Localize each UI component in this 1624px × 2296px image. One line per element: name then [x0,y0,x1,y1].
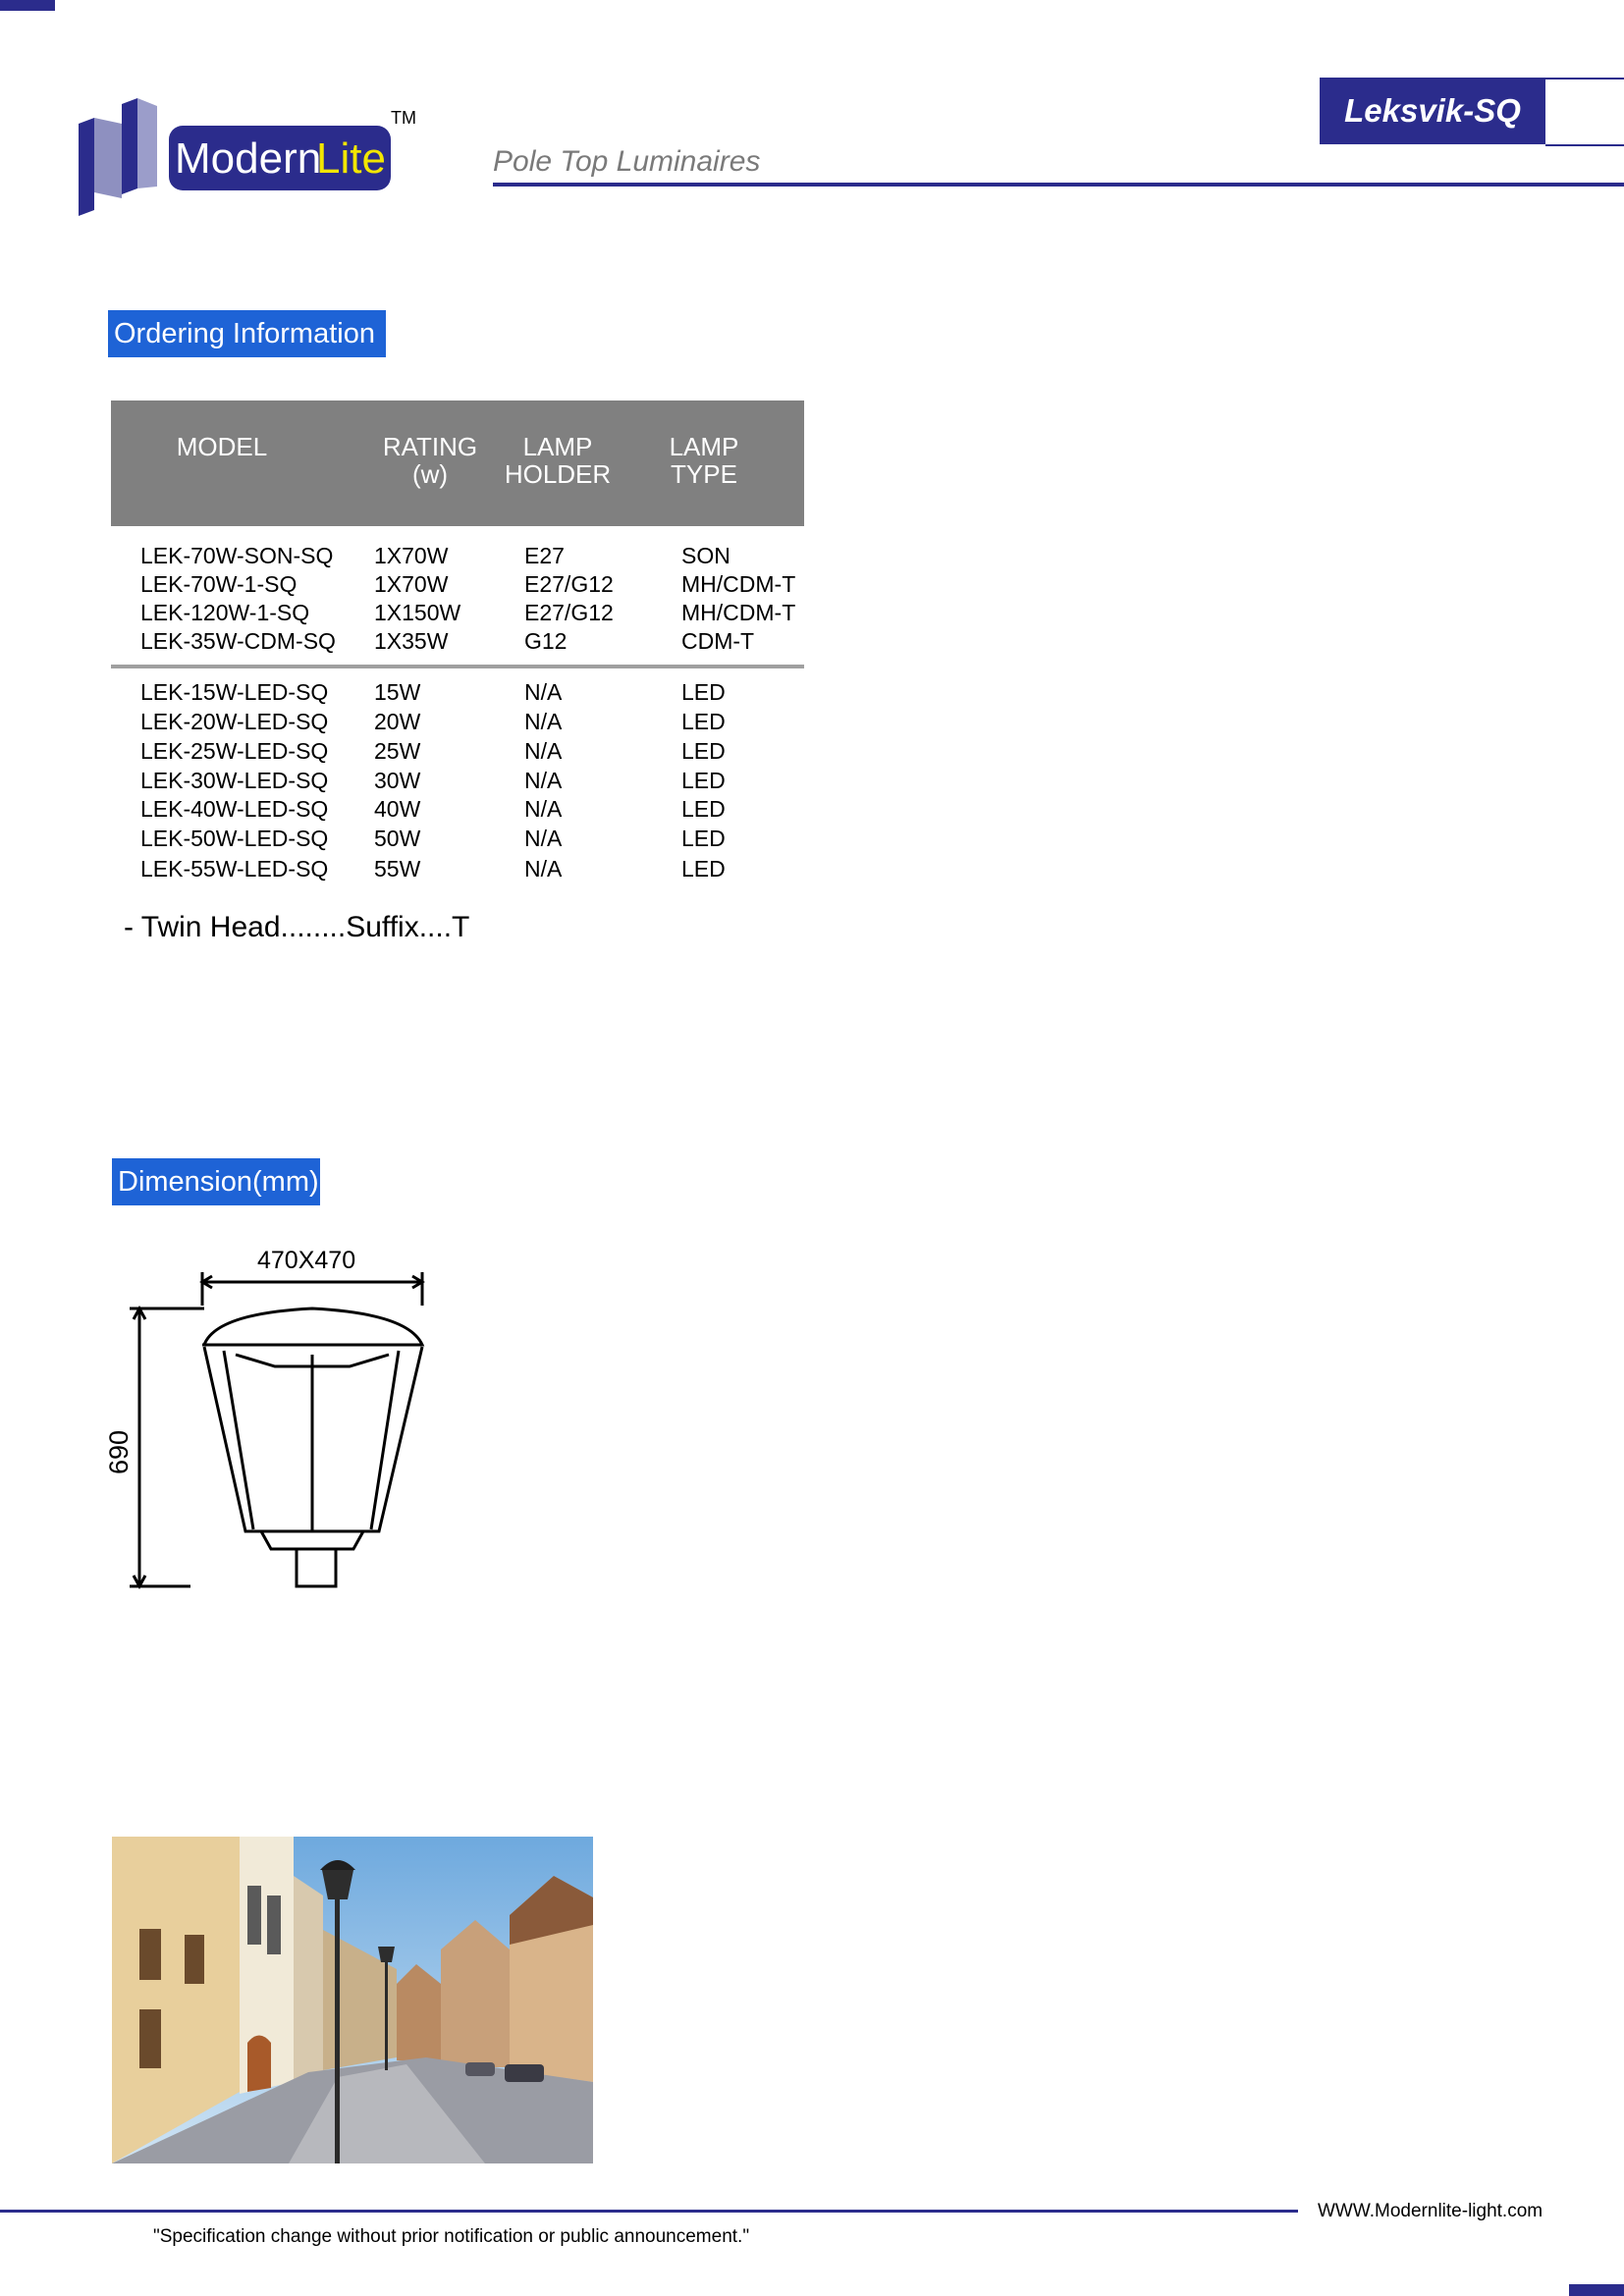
cell-holder: N/A [524,768,563,793]
cell-type: LED [681,856,726,881]
modernlite-logo [75,94,428,218]
column-lamp-type: LAMP TYPE [669,432,739,489]
cell-type: MH/CDM-T [681,571,796,597]
column-lamp-holder: LAMP HOLDER [504,432,612,489]
cell-type: LED [681,826,726,851]
luminaire-dimension-drawing [88,1237,461,1629]
cell-holder: E27/G12 [524,571,614,597]
svg-text:TM: TM [391,108,416,128]
page-subtitle: Pole Top Luminaires [493,145,761,178]
cell-holder: N/A [524,856,563,881]
header-rule [493,183,1624,187]
ordering-information-heading: Ordering Information [108,310,386,357]
cell-type: LED [681,679,726,705]
twin-head-note: - Twin Head........Suffix....T [124,911,470,943]
svg-text:Modern: Modern [175,134,322,183]
product-title: Leksvik-SQ [1320,78,1545,144]
corner-accent-top [0,0,55,11]
cell-rating: 1X150W [374,600,461,625]
cell-model: LEK-30W-LED-SQ [140,768,329,793]
title-bracket [1545,78,1624,146]
street-photo [112,1837,593,2163]
dimension-heading: Dimension(mm) [112,1158,320,1205]
footer-website[interactable]: WWW.Modernlite-light.com [1318,2201,1543,2221]
cell-rating: 1X35W [374,628,449,654]
cell-holder: N/A [524,796,563,822]
cell-holder: E27 [524,543,565,568]
cell-model: LEK-20W-LED-SQ [140,709,329,734]
cell-rating: 30W [374,768,421,793]
cell-type: MH/CDM-T [681,600,796,625]
cell-holder: N/A [524,679,563,705]
footer-disclaimer: "Specification change without prior notification or public announcement." [153,2226,750,2247]
cell-rating: 50W [374,826,421,851]
cell-model: LEK-35W-CDM-SQ [140,628,336,654]
cell-rating: 20W [374,709,421,734]
cell-type: LED [681,738,726,764]
cell-rating: 25W [374,738,421,764]
cell-model: LEK-15W-LED-SQ [140,679,329,705]
cell-model: LEK-70W-SON-SQ [140,543,334,568]
cell-model: LEK-50W-LED-SQ [140,826,329,851]
cell-type: LED [681,796,726,822]
cell-model: LEK-25W-LED-SQ [140,738,329,764]
cell-model: LEK-55W-LED-SQ [140,856,329,881]
cell-holder: E27/G12 [524,600,614,625]
cell-type: LED [681,768,726,793]
cell-model: LEK-40W-LED-SQ [140,796,329,822]
cell-holder: N/A [524,738,563,764]
cell-type: CDM-T [681,628,755,654]
height-dimension-label: 690 [104,1429,134,1474]
table-header [111,400,804,526]
cell-holder: N/A [524,826,563,851]
cell-holder: N/A [524,709,563,734]
cell-rating: 1X70W [374,543,449,568]
width-dimension-label: 470X470 [257,1247,356,1274]
cell-model: LEK-70W-1-SQ [140,571,298,597]
cell-type: LED [681,709,726,734]
cell-holder: G12 [524,628,568,654]
cell-rating: 40W [374,796,421,822]
cell-type: SON [681,543,731,568]
table-separator [111,665,804,668]
cell-model: LEK-120W-1-SQ [140,600,310,625]
svg-text:Lite: Lite [316,134,386,183]
corner-accent-bottom [1569,2284,1624,2296]
cell-rating: 15W [374,679,421,705]
cell-rating: 1X70W [374,571,449,597]
footer-rule [0,2210,1298,2213]
cell-rating: 55W [374,856,421,881]
column-model: MODEL [176,432,268,461]
column-rating: RATING (w) [382,432,478,489]
